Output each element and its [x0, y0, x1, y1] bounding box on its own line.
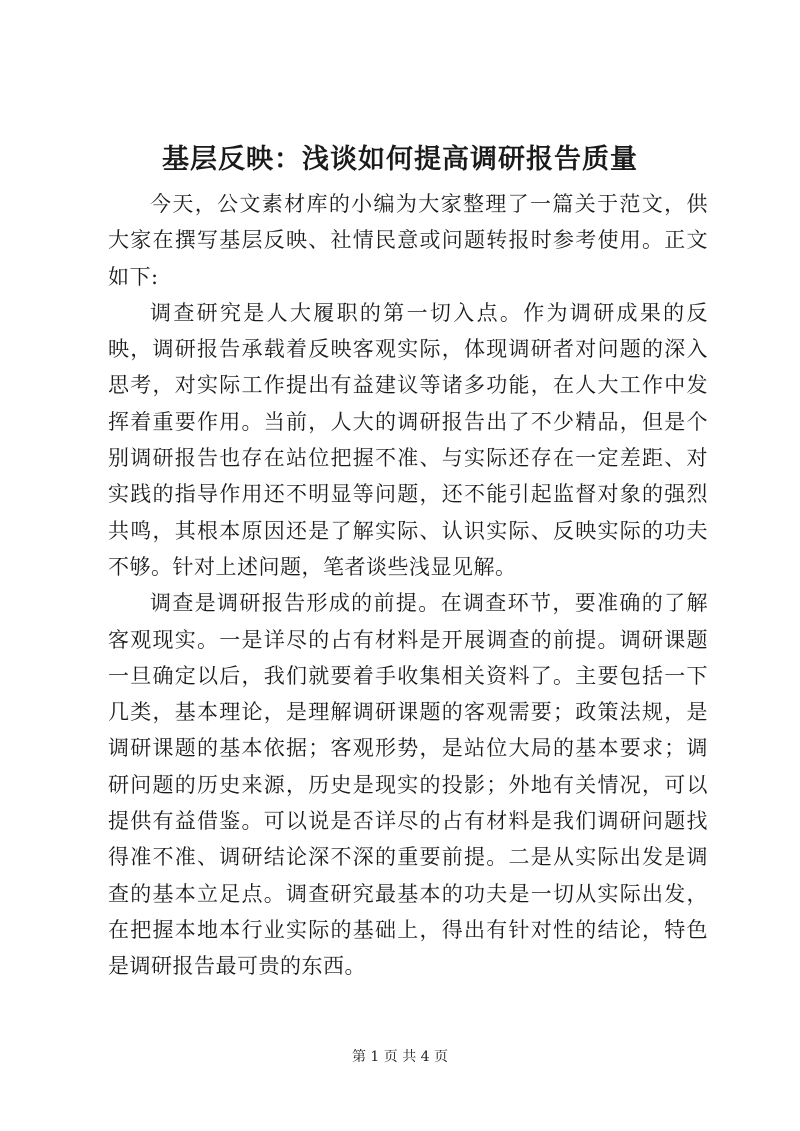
paragraph-investigation: 调查是调研报告形成的前提。在调查环节，要准确的了解客观现实。一是详尽的占有材料是开展调查的前提。调研课题一旦确定以后，我们就要着手收集相关资料了。主要包括一下几类，基本理论，是理解调研课题的客观需要；政策法规，是调研课题的基本依据；客观形势，是站位大局的基本要求；调研问题的历史来源，历史是现实的投影；外地有关情况，可以提供有益借鉴。可以说是否详尽的占有材料是我们调研问题找得准不准、调研结论深不深的重要前提。二是从实际出发是调查的基本立足点。调查研究最基本的功夫是一切从实际出发，在把握本地本行业实际的基础上，得出有针对性的结论，特色是调研报告最可贵的东西。 — [108, 591, 708, 979]
paragraph-intro: 今天，公文素材库的小编为大家整理了一篇关于范文，供大家在撰写基层反映、社情民意或问题转报时参考使用。正文如下: — [108, 192, 708, 289]
page-number-footer: 第 1 页 共 4 页 — [351, 1049, 449, 1065]
document-body — [108, 186, 708, 985]
paragraph-background: 调查研究是人大履职的第一切入点。作为调研成果的反映，调研报告承载着反映客观实际，体现调研者对问题的深入思考，对实际工作提出有益建议等诸多功能，在人大工作中发挥着重要作用。当前，人大的调研报告出了不少精品，但是个别调研报告也存在站位把握不准、与实际还存在一定差距、对实践的指导作用还不明显等问题，还不能引起监督对象的强烈共鸣，其根本原因还是了解实际、认识实际、反映实际的功夫不够。针对上述问题，笔者谈些浅显见解。 — [108, 300, 708, 579]
document-title: 基层反映：浅谈如何提高调研报告质量 — [162, 144, 638, 175]
